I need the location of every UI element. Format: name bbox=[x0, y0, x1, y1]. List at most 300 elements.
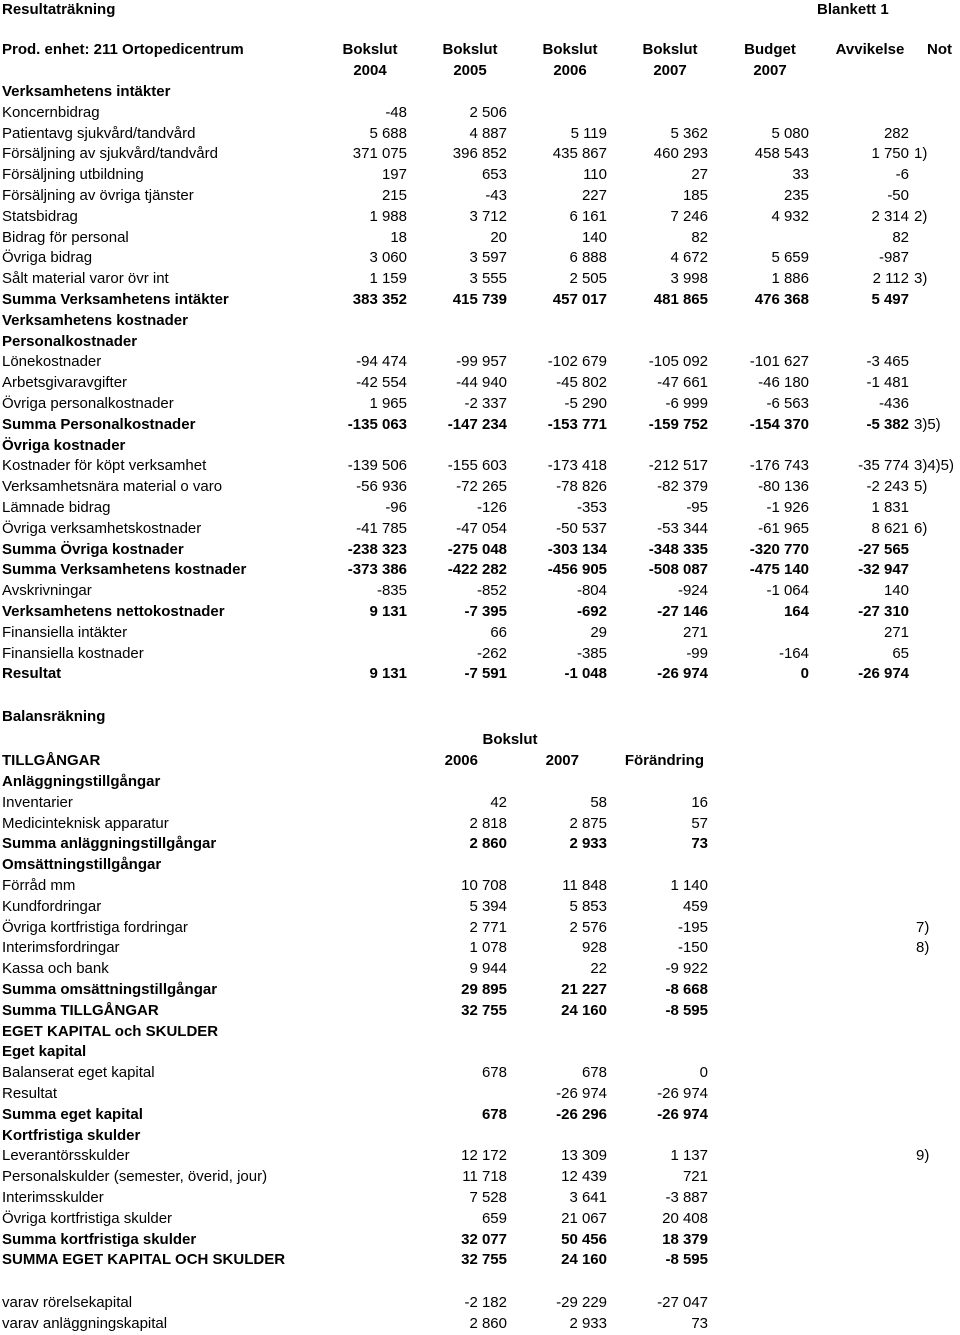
result-row-value: 185 bbox=[682, 187, 708, 204]
result-row-value: -53 344 bbox=[657, 519, 708, 537]
balance-row-label: Interimsfordringar bbox=[2, 939, 120, 957]
result-row-value: -44 940 bbox=[456, 374, 507, 392]
result-row-value: -27 146 bbox=[657, 603, 708, 620]
balance-row bbox=[0, 1249, 960, 1270]
result-row-value: 5 119 bbox=[570, 124, 607, 142]
result-row-value: 481 865 bbox=[653, 291, 708, 308]
result-row-value: 1 159 bbox=[369, 270, 407, 288]
balance-row-value: 32 077 bbox=[461, 1230, 507, 1248]
result-row-note: 1) bbox=[914, 145, 928, 163]
result-row-value: -80 136 bbox=[758, 478, 809, 496]
result-row-value: 1 988 bbox=[369, 207, 407, 225]
result-row-value: 460 293 bbox=[653, 145, 708, 163]
capital-row-value: -29 229 bbox=[556, 1294, 607, 1311]
balance-row-value: 32 755 bbox=[461, 1001, 507, 1019]
balance-row bbox=[0, 917, 960, 938]
result-row-value: 235 bbox=[783, 187, 809, 204]
balance-row-value: -8 595 bbox=[665, 1001, 708, 1019]
result-row-value: -238 323 bbox=[347, 540, 407, 558]
result-row bbox=[0, 518, 960, 539]
result-row-label: Verksamhetsnära material o varo bbox=[2, 478, 223, 496]
result-row-value: -155 603 bbox=[447, 457, 507, 475]
balance-row-value: 7 528 bbox=[469, 1189, 507, 1206]
balance-row-value: 928 bbox=[581, 939, 607, 957]
result-row-value: 5 362 bbox=[670, 124, 708, 142]
result-row-value: -45 802 bbox=[556, 374, 607, 392]
balance-row bbox=[0, 958, 960, 979]
balance-row-value: 11 848 bbox=[562, 877, 607, 894]
balance-row bbox=[0, 1187, 960, 1208]
result-row bbox=[0, 310, 960, 331]
result-row-value: 7 246 bbox=[670, 207, 708, 225]
result-row-label: Summa Verksamhetens intäkter bbox=[2, 291, 229, 308]
balance-row-label: Personalskulder (semester, överid, jour) bbox=[2, 1168, 268, 1186]
result-row bbox=[0, 663, 960, 684]
result-row-value: -47 054 bbox=[456, 519, 507, 537]
result-row bbox=[0, 435, 960, 456]
balance-row-label: Balanserat eget kapital bbox=[2, 1064, 155, 1082]
result-row bbox=[0, 559, 960, 580]
result-row-label: Verksamhetens kostnader bbox=[2, 311, 188, 329]
result-row-value: -176 743 bbox=[749, 457, 809, 475]
balance-row bbox=[0, 1104, 960, 1125]
result-row bbox=[0, 539, 960, 560]
balance-row-value: 1 140 bbox=[670, 877, 708, 894]
col-year-budget-2007: 2007 bbox=[753, 62, 787, 79]
result-row-value: -101 627 bbox=[749, 353, 809, 371]
balance-row-value: 13 309 bbox=[561, 1147, 607, 1165]
result-row bbox=[0, 102, 960, 123]
result-row-value: 5 497 bbox=[871, 291, 909, 308]
result-row-value: -7 395 bbox=[464, 603, 507, 620]
result-row-value: 20 bbox=[490, 228, 507, 246]
balance-row bbox=[0, 1145, 960, 1166]
result-row-label: Finansiella kostnader bbox=[2, 644, 144, 662]
balance-row bbox=[0, 875, 960, 896]
result-row-value: 6 161 bbox=[569, 207, 607, 225]
document-title: Resultaträkning bbox=[2, 1, 116, 18]
result-row bbox=[0, 622, 960, 643]
balance-row bbox=[0, 896, 960, 917]
result-row-value: 435 867 bbox=[552, 145, 607, 163]
balance-row bbox=[0, 1125, 960, 1146]
result-row-value: -27 565 bbox=[858, 540, 909, 558]
result-row bbox=[0, 601, 960, 622]
balance-row-value: 24 160 bbox=[561, 1001, 607, 1019]
balance-row-value: 2 771 bbox=[469, 918, 507, 936]
balance-row-value: 10 708 bbox=[461, 877, 507, 894]
result-row-value: -126 bbox=[476, 499, 507, 516]
result-row-value: 3 555 bbox=[469, 270, 507, 288]
result-row-label: Sålt material varor övr int bbox=[2, 270, 169, 288]
result-row-label: Övriga kostnader bbox=[2, 436, 126, 454]
result-row-value: -804 bbox=[576, 582, 607, 600]
result-row bbox=[0, 206, 960, 227]
balance-row-value: -26 974 bbox=[556, 1085, 607, 1102]
capital-row-value: 73 bbox=[691, 1314, 708, 1332]
balance-row-value: -8 595 bbox=[665, 1251, 708, 1269]
result-row-value: 3 597 bbox=[469, 249, 507, 267]
result-row-value: -26 974 bbox=[657, 665, 708, 683]
result-row-label: Försäljning av övriga tjänster bbox=[2, 187, 194, 204]
result-row bbox=[0, 393, 960, 414]
balance-row-label: Kundfordringar bbox=[2, 897, 102, 915]
balance-row bbox=[0, 1229, 960, 1250]
balance-row bbox=[0, 979, 960, 1000]
result-row-note: 3) bbox=[914, 270, 928, 288]
balance-row-value: 11 718 bbox=[462, 1168, 507, 1186]
result-row-value: 5 688 bbox=[369, 124, 407, 142]
balance-row-label: Anläggningstillgångar bbox=[2, 773, 161, 790]
result-row-value: 66 bbox=[490, 623, 507, 641]
balance-row-value: 20 408 bbox=[662, 1209, 708, 1227]
balance-row-note: 7) bbox=[916, 918, 930, 936]
capital-row-value: -27 047 bbox=[657, 1294, 708, 1311]
balance-row-value: 5 853 bbox=[569, 897, 607, 915]
balance-row-note: 8) bbox=[916, 939, 930, 957]
balance-row-label: Summa TILLGÅNGAR bbox=[2, 1001, 159, 1019]
result-row-value: -2 337 bbox=[464, 395, 507, 412]
result-row-value: -835 bbox=[376, 582, 407, 600]
result-row-value: -353 bbox=[576, 499, 607, 516]
capital-row bbox=[0, 1292, 960, 1313]
result-row-value: 371 075 bbox=[352, 145, 407, 163]
result-row-value: 1 831 bbox=[871, 499, 909, 516]
balance-header-label: TILLGÅNGAR bbox=[2, 752, 101, 769]
result-row-value: -102 679 bbox=[547, 353, 607, 371]
result-row-value: -6 563 bbox=[766, 395, 809, 412]
result-row-value: -82 379 bbox=[657, 478, 708, 496]
balance-title: Balansräkning bbox=[2, 708, 106, 725]
balance-header-top-row bbox=[0, 729, 960, 750]
capital-row-value: 2 933 bbox=[569, 1314, 607, 1332]
result-row-value: -436 bbox=[878, 395, 909, 412]
result-row-value: -47 661 bbox=[657, 374, 708, 392]
form-label: Blankett 1 bbox=[817, 1, 889, 18]
balance-row-label: Summa eget kapital bbox=[2, 1105, 143, 1123]
capital-row-value: 2 860 bbox=[469, 1314, 507, 1332]
result-row-value: -78 826 bbox=[556, 478, 607, 496]
result-row-label: Avskrivningar bbox=[2, 582, 92, 600]
balance-row-label: SUMMA EGET KAPITAL OCH SKULDER bbox=[2, 1251, 286, 1269]
result-row-value: -508 087 bbox=[648, 561, 708, 579]
result-row-value: 2 314 bbox=[871, 207, 909, 225]
balance-row bbox=[0, 854, 960, 875]
result-row-value: -5 290 bbox=[564, 395, 607, 412]
balance-row-label: Övriga kortfristiga fordringar bbox=[2, 918, 188, 936]
balance-row-label: Övriga kortfristiga skulder bbox=[2, 1209, 173, 1227]
balance-row-value: 58 bbox=[590, 793, 607, 811]
result-row-value: -32 947 bbox=[858, 561, 909, 579]
result-row-label: Summa Personalkostnader bbox=[2, 415, 196, 433]
result-row bbox=[0, 81, 960, 102]
col-header-bokslut-2007: Bokslut bbox=[642, 41, 698, 58]
balance-row-label: Summa omsättningstillgångar bbox=[2, 981, 218, 998]
result-row-label: Lönekostnader bbox=[2, 353, 102, 371]
result-row-label: Arbetsgivaravgifter bbox=[2, 374, 128, 392]
balance-row-label: Summa kortfristiga skulder bbox=[2, 1230, 197, 1248]
balance-row bbox=[0, 792, 960, 813]
balance-row-value: 3 641 bbox=[569, 1189, 607, 1206]
balance-row-note: 9) bbox=[916, 1147, 930, 1165]
balance-row-value: 21 067 bbox=[561, 1209, 607, 1227]
col-header-bokslut-2005: Bokslut bbox=[442, 41, 498, 58]
result-row-value: -303 134 bbox=[547, 540, 607, 558]
balance-row-label: Eget kapital bbox=[2, 1043, 87, 1061]
balance-row-label: Kortfristiga skulder bbox=[2, 1126, 141, 1144]
result-row-value: -43 bbox=[485, 187, 507, 204]
result-row-value: -2 243 bbox=[866, 478, 909, 496]
result-row-value: 4 672 bbox=[670, 249, 708, 267]
balance-row-label: Summa anläggningstillgångar bbox=[2, 835, 217, 853]
unit-label: Prod. enhet: 211 Ortopedicentrum bbox=[2, 41, 244, 58]
result-row bbox=[0, 164, 960, 185]
result-row-value: 653 bbox=[481, 166, 507, 184]
result-row-label: Övriga personalkostnader bbox=[2, 395, 174, 412]
capital-row bbox=[0, 1313, 960, 1334]
result-row-value: -41 785 bbox=[356, 519, 407, 537]
result-row-value: -50 537 bbox=[556, 519, 607, 537]
balance-row-value: 2 818 bbox=[469, 814, 507, 832]
col-year-2005: 2005 bbox=[453, 62, 487, 79]
result-row-value: 458 543 bbox=[754, 145, 809, 163]
balance-row-value: 42 bbox=[490, 793, 507, 811]
balance-row bbox=[0, 937, 960, 958]
result-row-value: 27 bbox=[691, 166, 708, 184]
result-row-value: 6 888 bbox=[569, 249, 607, 267]
balance-row bbox=[0, 833, 960, 854]
result-row bbox=[0, 455, 960, 476]
result-row-value: -852 bbox=[476, 582, 507, 600]
capital-row-label: varav anläggningskapital bbox=[2, 1314, 168, 1332]
result-row-value: -153 771 bbox=[547, 415, 607, 433]
result-row-value: 197 bbox=[381, 166, 407, 184]
balance-row-value: 1 137 bbox=[670, 1147, 708, 1165]
balance-row-value: 9 944 bbox=[469, 960, 507, 978]
result-row bbox=[0, 143, 960, 164]
result-row-label: Övriga verksamhetskostnader bbox=[2, 519, 202, 537]
balance-header-row bbox=[0, 750, 960, 771]
balance-row-value: 57 bbox=[691, 814, 708, 832]
result-row bbox=[0, 372, 960, 393]
result-row-value: 457 017 bbox=[552, 291, 607, 308]
result-row-value: 476 368 bbox=[754, 291, 809, 308]
result-row-value: 396 852 bbox=[452, 145, 507, 163]
result-row bbox=[0, 185, 960, 206]
balance-row-label: Leverantörsskulder bbox=[2, 1147, 130, 1165]
result-row-value: -692 bbox=[576, 603, 607, 620]
result-row-value: 4 932 bbox=[771, 207, 809, 225]
balance-row bbox=[0, 1208, 960, 1229]
result-row bbox=[0, 268, 960, 289]
balance-col-2006: 2006 bbox=[444, 752, 478, 769]
document-header bbox=[0, 0, 960, 20]
result-row bbox=[0, 476, 960, 497]
result-row-value: -46 180 bbox=[758, 374, 809, 392]
col-year-2006: 2006 bbox=[553, 62, 587, 79]
result-row-value: 3 712 bbox=[469, 207, 507, 225]
result-row-value: 110 bbox=[583, 166, 607, 184]
result-row-value: -1 048 bbox=[564, 665, 607, 683]
result-row-value: 9 131 bbox=[369, 665, 407, 683]
result-row-value: 9 131 bbox=[369, 603, 407, 620]
result-row-value: 29 bbox=[590, 623, 607, 641]
result-row-value: -159 752 bbox=[648, 415, 708, 433]
result-row-value: -105 092 bbox=[648, 353, 708, 371]
result-row bbox=[0, 497, 960, 518]
balance-row-value: 659 bbox=[481, 1209, 507, 1227]
result-row-value: -1 064 bbox=[766, 582, 809, 600]
result-row-value: 4 887 bbox=[469, 124, 507, 142]
result-row-value: 1 750 bbox=[871, 145, 909, 163]
result-row-note: 6) bbox=[914, 519, 928, 537]
result-row-value: 3 998 bbox=[670, 270, 708, 288]
result-row-value: -987 bbox=[878, 249, 909, 267]
balance-row-value: 2 933 bbox=[569, 835, 607, 853]
balance-row-label: Medicinteknisk apparatur bbox=[2, 814, 169, 832]
result-row-value: 33 bbox=[792, 166, 809, 184]
col-header-avvikelse: Avvikelse bbox=[835, 41, 905, 58]
result-row-value: -50 bbox=[887, 187, 909, 204]
result-row-value: -173 418 bbox=[547, 457, 607, 475]
result-row-value: 0 bbox=[800, 665, 809, 683]
balance-header-bokslut: Bokslut bbox=[482, 731, 538, 748]
result-row-value: -475 140 bbox=[749, 561, 809, 579]
result-row-label: Försäljning av sjukvård/tandvård bbox=[2, 145, 218, 163]
balance-row-value: 73 bbox=[691, 835, 708, 853]
result-row-value: -3 465 bbox=[866, 353, 909, 371]
result-row bbox=[0, 289, 960, 310]
balance-row-value: 2 576 bbox=[569, 918, 607, 936]
result-row-label: Koncernbidrag bbox=[2, 103, 100, 121]
balance-col-2007: 2007 bbox=[545, 752, 579, 769]
result-row-value: -164 bbox=[778, 644, 809, 662]
result-row-value: -6 999 bbox=[665, 395, 708, 412]
result-row-value: -6 bbox=[895, 166, 909, 184]
result-row-value: 2 505 bbox=[569, 270, 607, 288]
result-header-row bbox=[0, 39, 960, 60]
result-row-label: Summa Övriga kostnader bbox=[2, 540, 184, 558]
result-row bbox=[0, 580, 960, 601]
result-row-note: 3)5) bbox=[914, 415, 941, 433]
balance-row-value: -8 668 bbox=[665, 981, 708, 998]
result-row-value: 415 739 bbox=[452, 291, 507, 308]
balance-row-value: -3 887 bbox=[665, 1189, 708, 1206]
result-row-value: 2 506 bbox=[469, 103, 507, 121]
balance-row-value: 678 bbox=[581, 1064, 607, 1082]
result-row bbox=[0, 351, 960, 372]
result-row-value: 383 352 bbox=[352, 291, 407, 308]
balance-col-forandring: Förändring bbox=[624, 752, 704, 769]
result-row-label: Statsbidrag bbox=[2, 207, 78, 225]
result-row-label: Finansiella intäkter bbox=[2, 623, 128, 641]
result-row-value: 65 bbox=[892, 644, 909, 662]
result-row-label: Bidrag för personal bbox=[2, 228, 129, 246]
result-row-value: 215 bbox=[381, 187, 407, 204]
balance-row-label: Omsättningstillgångar bbox=[2, 856, 162, 874]
balance-row-label: Förråd mm bbox=[2, 877, 76, 894]
balance-row bbox=[0, 1166, 960, 1187]
result-row-value: -26 974 bbox=[858, 665, 909, 683]
balance-row-value: 12 172 bbox=[461, 1147, 507, 1165]
balance-row-value: 32 755 bbox=[461, 1251, 507, 1269]
balance-row-value: 50 456 bbox=[561, 1230, 607, 1248]
result-row bbox=[0, 123, 960, 144]
balance-row bbox=[0, 1021, 960, 1042]
result-row-value: -320 770 bbox=[749, 540, 809, 558]
balance-row-value: 678 bbox=[481, 1105, 507, 1123]
result-row bbox=[0, 331, 960, 352]
result-row-value: 2 112 bbox=[872, 270, 909, 288]
result-row-value: 282 bbox=[883, 124, 909, 142]
balance-row-value: -26 974 bbox=[657, 1085, 708, 1102]
result-row-value: 3 060 bbox=[369, 249, 407, 267]
result-row-value: -7 591 bbox=[464, 665, 507, 683]
result-row-value: 1 886 bbox=[771, 270, 809, 288]
balance-row-value: 721 bbox=[682, 1168, 708, 1186]
result-row-value: -94 474 bbox=[356, 353, 407, 371]
result-row-value: -147 234 bbox=[447, 415, 507, 433]
col-header-not: Not bbox=[927, 41, 952, 58]
result-row-value: -56 936 bbox=[356, 478, 407, 496]
balance-row-value: -26 974 bbox=[657, 1105, 708, 1123]
result-row-value: 82 bbox=[892, 228, 909, 246]
result-row-note: 5) bbox=[914, 478, 928, 496]
balance-row-label: Interimsskulder bbox=[2, 1189, 104, 1206]
result-row-value: -373 386 bbox=[347, 561, 407, 579]
result-row bbox=[0, 643, 960, 664]
balance-title-row bbox=[0, 706, 960, 727]
col-header-budget-2007: Budget bbox=[744, 41, 796, 58]
balance-row bbox=[0, 1041, 960, 1062]
result-row-value: -99 957 bbox=[456, 353, 507, 371]
balance-row-value: -26 296 bbox=[556, 1105, 607, 1123]
balance-row-label: EGET KAPITAL och SKULDER bbox=[2, 1022, 219, 1040]
balance-row-value: -195 bbox=[677, 918, 708, 936]
result-row-value: -262 bbox=[476, 644, 507, 662]
balance-row-value: 16 bbox=[691, 793, 708, 811]
result-row-note: 2) bbox=[914, 207, 928, 225]
result-row-value: 164 bbox=[783, 603, 809, 620]
result-row bbox=[0, 414, 960, 435]
balance-row-value: 12 439 bbox=[561, 1168, 607, 1186]
result-row-label: Verksamhetens intäkter bbox=[2, 83, 171, 100]
result-row-label: Summa Verksamhetens kostnader bbox=[2, 561, 247, 579]
balance-row-label: Resultat bbox=[2, 1085, 58, 1102]
result-row-value: -27 310 bbox=[858, 603, 909, 620]
balance-row-value: 2 860 bbox=[469, 835, 507, 853]
result-row-value: -95 bbox=[686, 499, 708, 516]
result-row bbox=[0, 227, 960, 248]
result-row-value: -348 335 bbox=[648, 540, 708, 558]
result-row-value: -385 bbox=[576, 644, 607, 662]
result-row-value: -422 282 bbox=[447, 561, 507, 579]
capital-row-label: varav rörelsekapital bbox=[2, 1294, 133, 1311]
balance-row-value: -9 922 bbox=[665, 960, 708, 978]
result-row-value: -135 063 bbox=[347, 415, 407, 433]
balance-row bbox=[0, 813, 960, 834]
result-row-value: -212 517 bbox=[648, 457, 708, 475]
balance-row-label: Kassa och bank bbox=[2, 960, 109, 978]
result-row-label: Övriga bidrag bbox=[2, 249, 93, 267]
result-row-label: Kostnader för köpt verksamhet bbox=[2, 457, 207, 475]
result-row-value: -72 265 bbox=[456, 478, 507, 496]
result-row-label: Resultat bbox=[2, 665, 62, 683]
result-row-value: -35 774 bbox=[858, 457, 909, 475]
balance-row-value: -150 bbox=[677, 939, 708, 957]
result-row-value: 5 080 bbox=[771, 124, 809, 142]
result-row-label: Patientavg sjukvård/tandvård bbox=[2, 124, 196, 142]
